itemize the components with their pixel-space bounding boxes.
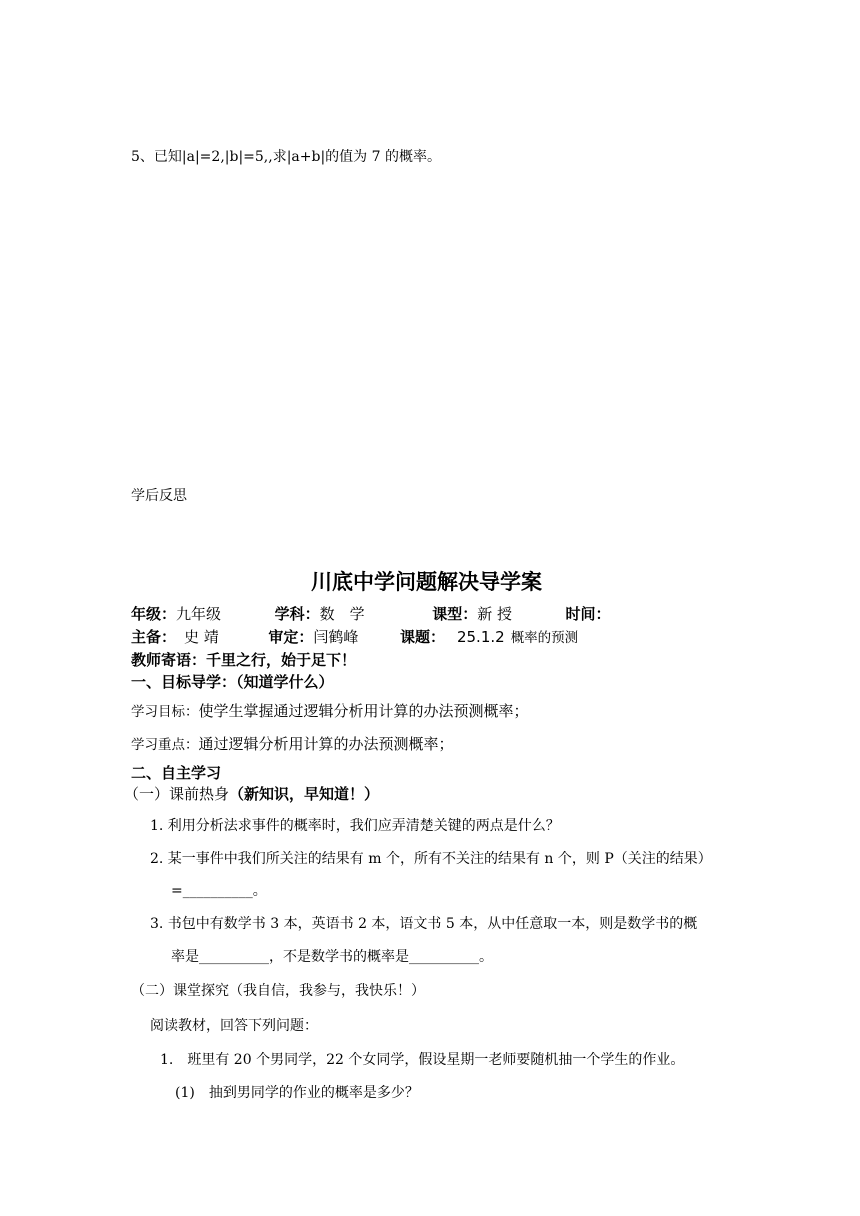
section-1-heading — [131, 671, 334, 692]
topic-number: 25.1.2 — [456, 628, 505, 646]
learning-key-point — [131, 733, 454, 754]
subject-label: 学科： — [274, 605, 320, 623]
review-label: 审定： — [268, 628, 314, 646]
section-1-note: （知道学什么） — [236, 673, 334, 691]
prep-label: 主备： — [131, 628, 177, 646]
question-5: 5、已知|a|=2,|b|=5,,求|a+b|的值为 7 的概率。 — [131, 149, 441, 165]
warmup-note: （新知识，早知道！） — [229, 785, 380, 803]
type-label: 课型： — [432, 605, 478, 623]
grade-label: 年级： — [131, 605, 177, 623]
topic-label: 课题： — [399, 628, 445, 646]
info-row-1 — [131, 603, 611, 624]
explore-question-1-sub-1: (1) 抽到男同学的作业的概率是多少？ — [175, 1085, 419, 1101]
topic-value: 概率的预测 — [510, 630, 579, 646]
goal-text: 使学生掌握通过逻辑分析用计算的办法预测概率； — [198, 702, 529, 720]
reflection-label: 学后反思 — [131, 488, 187, 504]
warmup-question-2-line-2: =__________。 — [171, 883, 267, 899]
read-instruction: 阅读教材，回答下列问题： — [150, 1018, 318, 1034]
key-text: 通过逻辑分析用计算的办法预测概率； — [198, 735, 454, 753]
page-title: 川底中学问题解决导学案 — [311, 570, 542, 594]
learning-goal — [131, 700, 529, 721]
warmup-heading — [124, 783, 379, 804]
info-row-2 — [131, 626, 578, 647]
key-label: 学习重点： — [131, 737, 199, 753]
section-1-title: 一、目标导学： — [131, 673, 237, 691]
type-value: 新 授 — [477, 605, 512, 623]
prep-value: 史 靖 — [184, 628, 219, 646]
explore-question-1: 1. 班里有 20 个男同学，22 个女同学，假设星期一老师要随机抽一个学生的作业。 — [160, 1052, 685, 1068]
warmup-question-2-line-1: 2. 某一事件中我们所关注的结果有 m 个，所有不关注的结果有 n 个，则 P（关注的结果） — [150, 851, 712, 867]
grade-value: 九年级 — [176, 605, 222, 623]
warmup-question-1: 1. 利用分析法求事件的概率时，我们应弄清楚关键的两点是什么？ — [150, 818, 560, 834]
warmup-question-3-line-1: 3. 书包中有数学书 3 本，英语书 2 本，语文书 5 本，从中任意取一本，则是数学书的概 — [150, 916, 698, 932]
review-value: 闫鹤峰 — [313, 628, 359, 646]
subject-value: 数 学 — [319, 605, 365, 623]
warmup-label: （一）课前热身 — [124, 785, 230, 803]
warmup-question-3-line-2: 率是__________，不是数学书的概率是__________。 — [171, 949, 493, 965]
goal-label: 学习目标： — [131, 704, 199, 720]
section-2-heading: 二、自主学习 — [131, 764, 222, 782]
time-label: 时间： — [565, 605, 611, 623]
explore-heading: （二）课堂探究（我自信，我参与，我快乐！） — [131, 983, 425, 999]
teacher-motto: 教师寄语：千里之行，始于足下！ — [131, 651, 357, 669]
